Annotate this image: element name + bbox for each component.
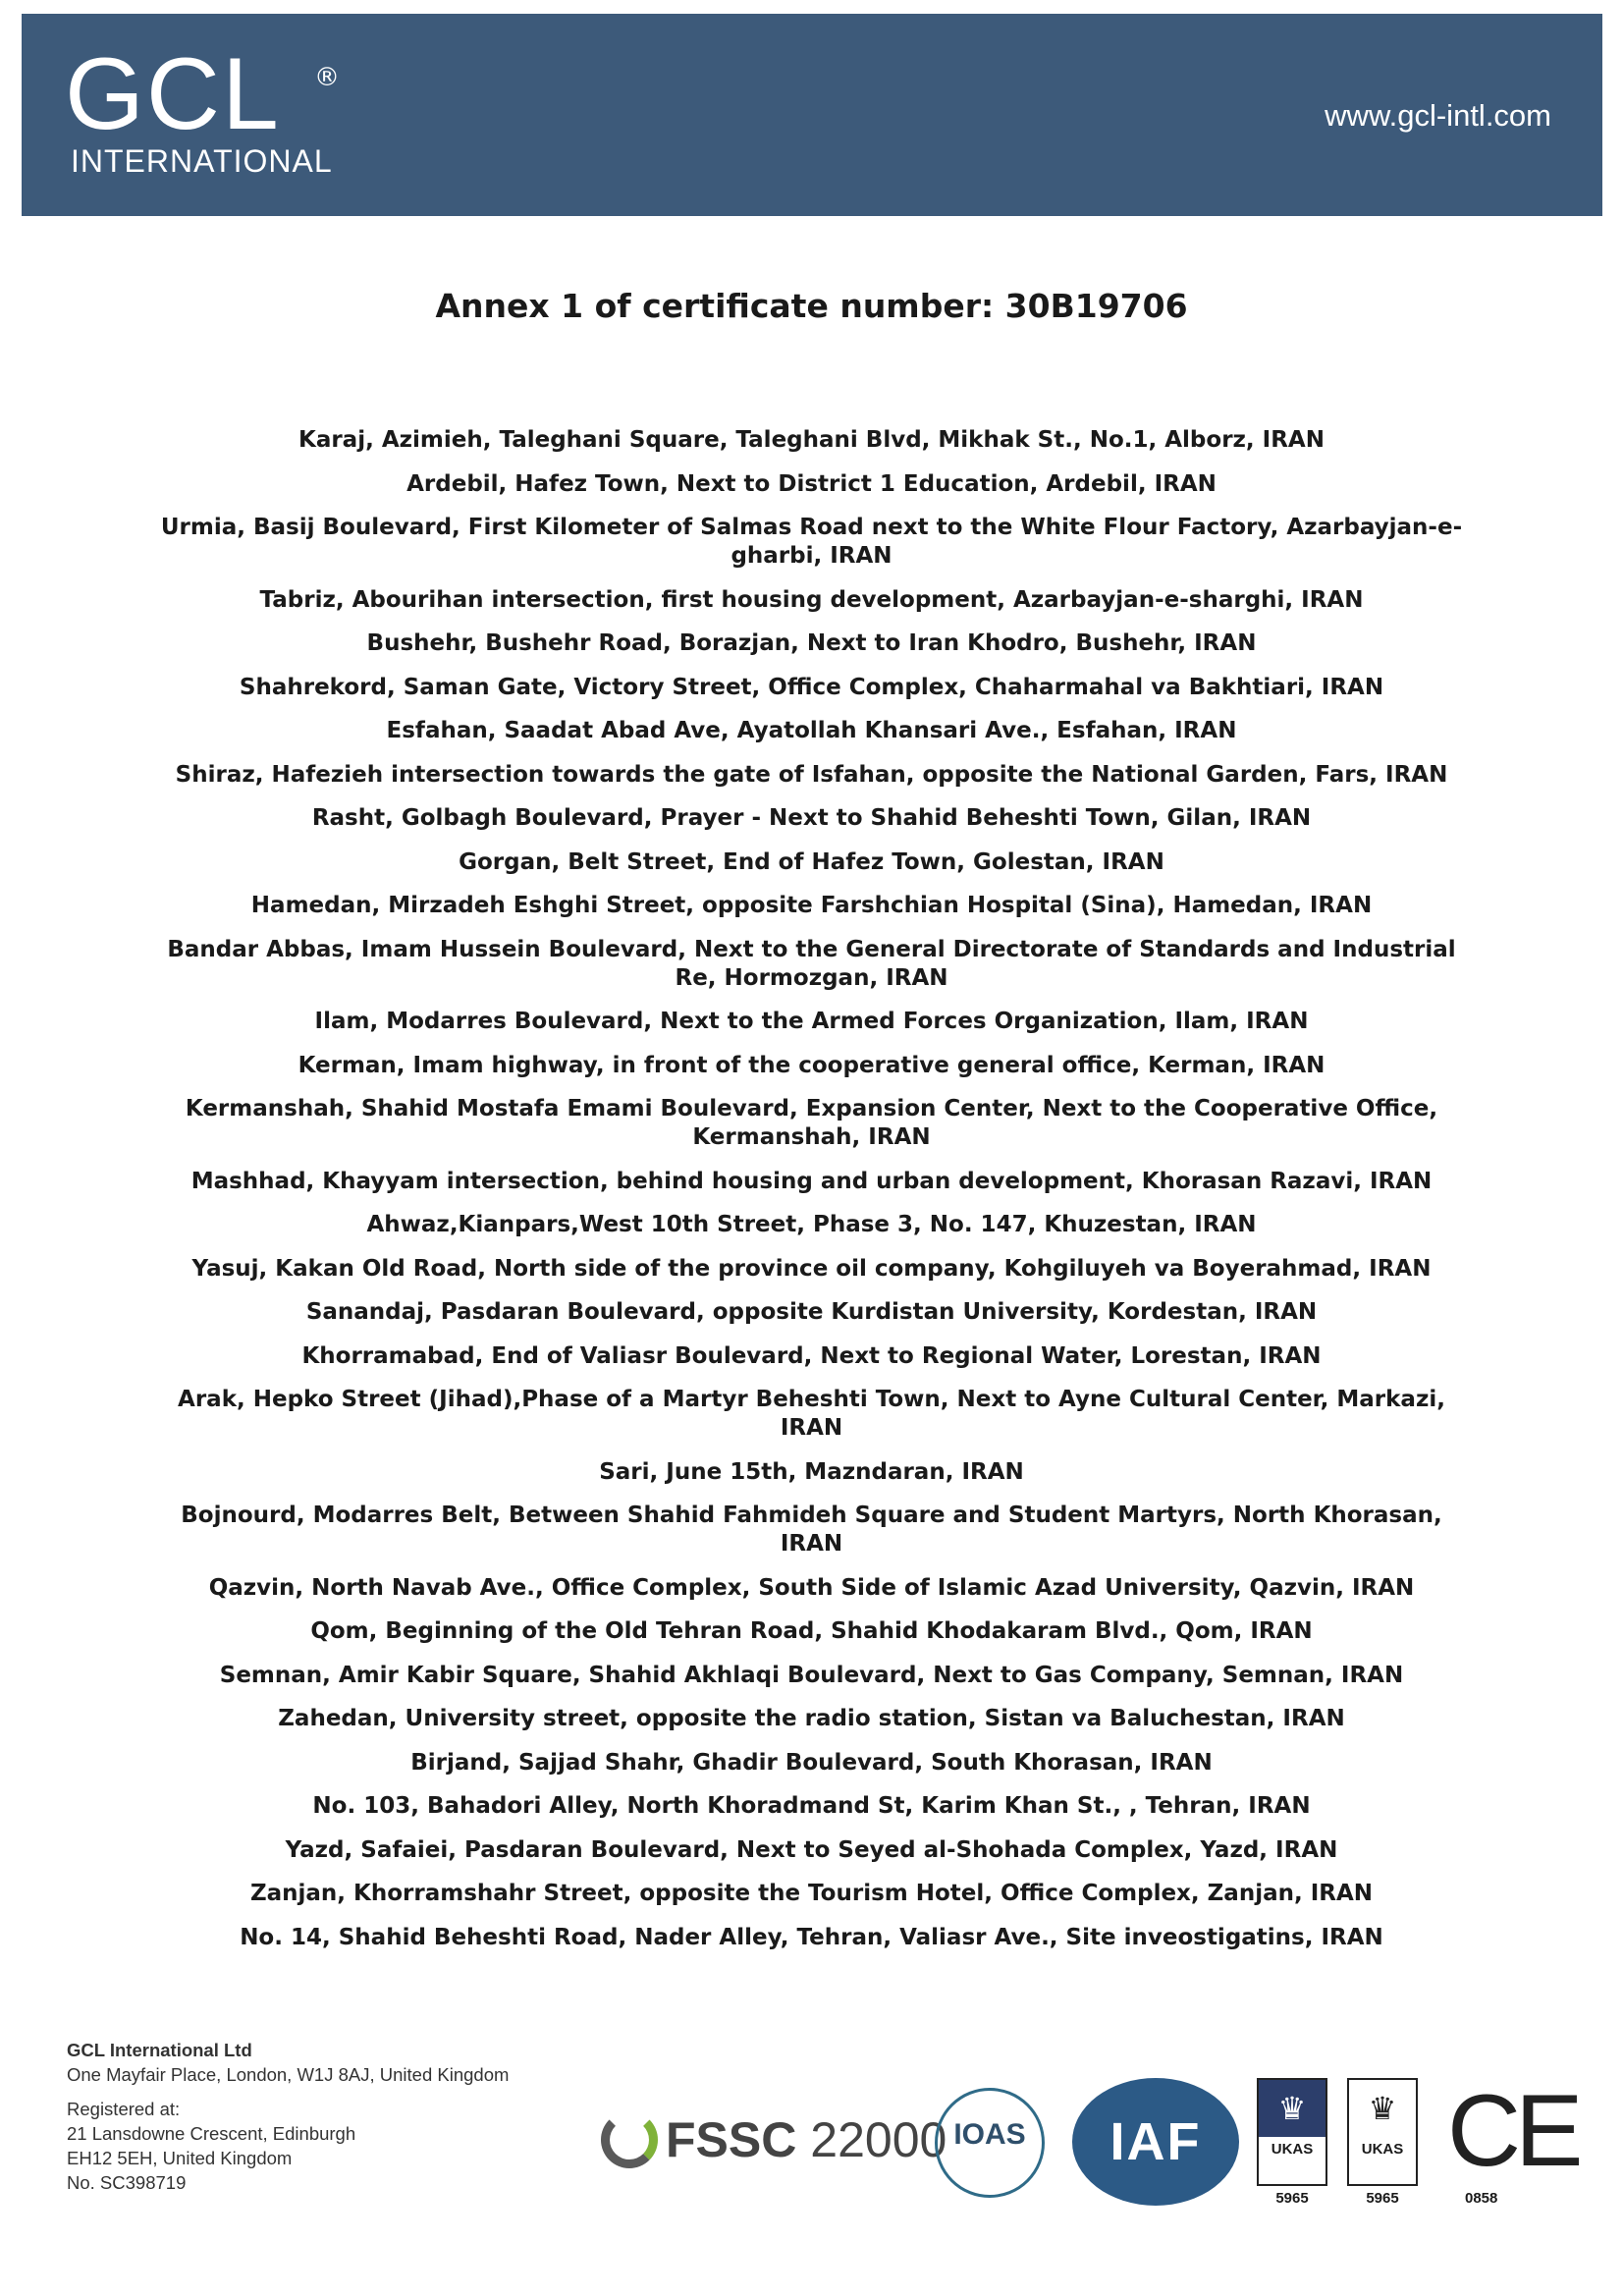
- address-item: Shahrekord, Saman Gate, Victory Street, Office Complex, Chaharmahal va Bakhtiari, IRAN: [239, 674, 1384, 700]
- accreditation-logos: [601, 2060, 1578, 2217]
- registered-mark: ®: [314, 63, 340, 92]
- address-item: Karaj, Azimieh, Taleghani Square, Taleghani Blvd, Mikhak St., No.1, Alborz, IRAN: [298, 427, 1325, 453]
- address-item: Bandar Abbas, Imam Hussein Boulevard, Next to the General Directorate of Standards and Industrial Re, Hormozgan, IRAN: [167, 936, 1456, 991]
- iaf-label: IAF: [1109, 2112, 1202, 2171]
- address-item: Sanandaj, Pasdaran Boulevard, opposite Kurdistan University, Kordestan, IRAN: [305, 1299, 1318, 1325]
- address-item: Qom, Beginning of the Old Tehran Road, Shahid Khodakaram Blvd., Qom, IRAN: [310, 1618, 1313, 1644]
- company-address: One Mayfair Place, London, W1J 8AJ, United Kingdom: [67, 2064, 510, 2085]
- address-item: Semnan, Amir Kabir Square, Shahid Akhlaqi Boulevard, Next to Gas Company, Semnan, IRAN: [219, 1662, 1404, 1688]
- address-item: Ahwaz,Kianpars,West 10th Street, Phase 3, No. 147, Khuzestan, IRAN: [366, 1212, 1257, 1237]
- logo-sub-text: INTERNATIONAL: [71, 143, 333, 179]
- fssc-logo: [601, 2111, 947, 2168]
- ukas-inspection-logo: [1347, 2078, 1418, 2186]
- registered-line-2: EH12 5EH, United Kingdom: [67, 2148, 293, 2168]
- address-item: Rasht, Golbagh Boulevard, Prayer - Next to Shahid Beheshti Town, Gilan, IRAN: [311, 805, 1312, 831]
- ukas-management-logo: [1257, 2078, 1327, 2186]
- website-link[interactable]: www.gcl-intl.com: [1325, 98, 1551, 133]
- ioas-logo: [935, 2088, 1045, 2198]
- ukas-number-1: 5965: [1275, 2190, 1309, 2207]
- address-item: Zanjan, Khorramshahr Street, opposite the Tourism Hotel, Office Complex, Zanjan, IRAN: [249, 1881, 1374, 1906]
- address-item: Qazvin, North Navab Ave., Office Complex, South Side of Islamic Azad University, Qazvin, IRAN: [208, 1574, 1415, 1601]
- ce-mark: CE: [1447, 2074, 1578, 2188]
- address-item: Bushehr, Bushehr Road, Borazjan, Next to Iran Khodro, Bushehr, IRAN: [366, 630, 1257, 656]
- address-item: Sari, June 15th, Mazndaran, IRAN: [599, 1458, 1024, 1485]
- ce-number: 0858: [1465, 2190, 1498, 2207]
- address-item: Kerman, Imam highway, in front of the cooperative general office, Kerman, IRAN: [298, 1052, 1325, 1078]
- ukas-number-2: 5965: [1366, 2190, 1399, 2207]
- address-item: Zahedan, University street, opposite the radio station, Sistan va Baluchestan, IRAN: [278, 1706, 1345, 1731]
- registered-line-1: 21 Lansdowne Crescent, Edinburgh: [67, 2123, 356, 2144]
- address-item: Ardebil, Hafez Town, Next to District 1 Education, Ardebil, IRAN: [406, 470, 1217, 497]
- address-item: Gorgan, Belt Street, End of Hafez Town, Golestan, IRAN: [459, 848, 1164, 875]
- address-item: Esfahan, Saadat Abad Ave, Ayatollah Khansari Ave., Esfahan, IRAN: [386, 718, 1237, 743]
- address-item: Mashhad, Khayyam intersection, behind housing and urban development, Khorasan Razavi, IRAN: [190, 1168, 1433, 1194]
- header-banner: [22, 14, 1602, 216]
- address-item: Hamedan, Mirzadeh Eshghi Street, opposite Farshchian Hospital (Sina), Hamedan, IRAN: [250, 893, 1373, 918]
- registered-number: No. SC398719: [67, 2172, 187, 2193]
- address-item: Shiraz, Hafezieh intersection towards the gate of Isfahan, opposite the National Garden, Fars, IRAN: [175, 761, 1448, 788]
- logo-main-text: GCL: [65, 37, 281, 151]
- address-item: Bojnourd, Modarres Belt, Between Shahid Fahmideh Square and Student Martyrs, North Khorasan, IRAN: [181, 1503, 1442, 1557]
- address-item: Urmia, Basij Boulevard, First Kilometer of Salmas Road next to the White Flour Factory, Azarbayjan-e-gharbi, IRAN: [160, 515, 1463, 569]
- address-item: Tabriz, Abourihan intersection, first housing development, Azarbayjan-e-sharghi, IRAN: [259, 586, 1364, 613]
- footer-company-info: [67, 2038, 509, 2195]
- address-item: Khorramabad, End of Valiasr Boulevard, Next to Regional Water, Lorestan, IRAN: [301, 1342, 1322, 1369]
- ioas-label: IOAS: [953, 2118, 1026, 2151]
- address-item: Yasuj, Kakan Old Road, North side of the province oil company, Kohgiluyeh va Boyerahmad, IRAN: [191, 1255, 1432, 1282]
- crown-icon: ♛: [1349, 2080, 1416, 2137]
- fssc-label: FSSC: [666, 2112, 797, 2167]
- crown-icon: ♛: [1259, 2080, 1325, 2137]
- ukas-label-1: UKAS: [1271, 2141, 1314, 2158]
- ukas-label-2: UKAS: [1361, 2141, 1404, 2158]
- address-item: No. 14, Shahid Beheshti Road, Nader Alley, Tehran, Valiasr Ave., Site inveostigatins, IRAN: [240, 1924, 1383, 1950]
- company-name: GCL International Ltd: [67, 2040, 252, 2060]
- address-item: Yazd, Safaiei, Pasdaran Boulevard, Next to Seyed al-Shohada Complex, Yazd, IRAN: [285, 1836, 1338, 1863]
- fssc-swirl-icon: [601, 2111, 658, 2168]
- address-item: No. 103, Bahadori Alley, North Khoradmand St, Karim Khan St., , Tehran, IRAN: [312, 1793, 1311, 1819]
- page-title: Annex 1 of certificate number: 30B19706: [435, 287, 1188, 325]
- address-item: Kermanshah, Shahid Mostafa Emami Boulevard, Expansion Center, Next to the Cooperative Office, Kermanshah, IRAN: [185, 1096, 1438, 1150]
- address-list: [157, 426, 1466, 1967]
- registered-label: Registered at:: [67, 2099, 181, 2119]
- iaf-logo: [1072, 2078, 1239, 2206]
- address-item: Ilam, Modarres Boulevard, Next to the Armed Forces Organization, Ilam, IRAN: [314, 1009, 1309, 1034]
- gcl-logo: [65, 37, 340, 180]
- address-item: Arak, Hepko Street (Jihad),Phase of a Martyr Beheshti Town, Next to Ayne Cultural Center, Markazi, IRAN: [178, 1387, 1445, 1441]
- address-item: Birjand, Sajjad Shahr, Ghadir Boulevard, South Khorasan, IRAN: [410, 1749, 1213, 1776]
- fssc-number: 22000: [810, 2112, 947, 2167]
